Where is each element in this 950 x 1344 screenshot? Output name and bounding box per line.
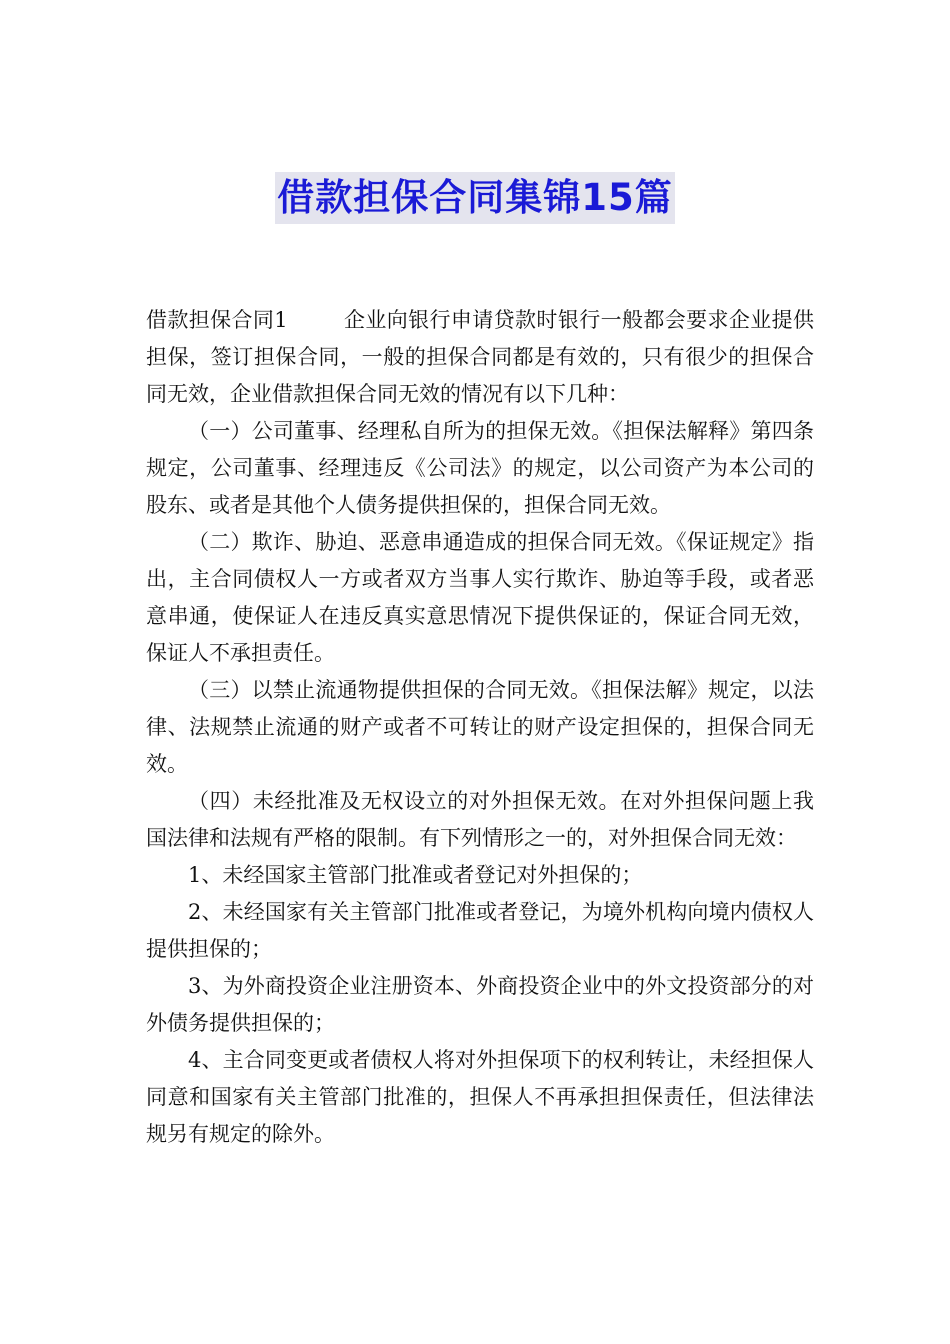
intro-text: 企业向银行申请贷款时银行一般都会要求企业提供担保，签订担保合同，一般的担保合同都是有效的，只有很少的担保合同无效，企业借款担保合同无效的情况有以下几种： [146, 308, 814, 406]
document-title: 借款担保合同集锦15篇 [275, 172, 675, 224]
list-item-3: 3、为外商投资企业注册资本、外商投资企业中的外文投资部分的对外债务提供担保的； [146, 974, 814, 1035]
paragraph-3: （三）以禁止流通物提供担保的合同无效。《担保法解》规定，以法律、法规禁止流通的财产或者不可转让的财产设定担保的，担保合同无效。 [146, 678, 814, 776]
document-body [146, 302, 814, 1153]
intro-paragraph [146, 302, 814, 413]
list-item-1: 1、未经国家主管部门批准或者登记对外担保的； [188, 863, 643, 887]
title-container [0, 172, 950, 224]
list-item-4: 4、主合同变更或者债权人将对外担保项下的权利转让，未经担保人同意和国家有关主管部门批准的，担保人不再承担担保责任，但法律法规另有规定的除外。 [146, 1048, 814, 1146]
list-item-2: 2、未经国家有关主管部门批准或者登记，为境外机构向境内债权人提供担保的； [146, 900, 814, 961]
paragraph-1: （一）公司董事、经理私自所为的担保无效。《担保法解释》第四条规定，公司董事、经理违反《公司法》的规定，以公司资产为本公司的股东、或者是其他个人债务提供担保的，担保合同无效。 [146, 419, 814, 517]
intro-heading: 借款担保合同1 [146, 308, 288, 332]
paragraph-2: （二）欺诈、胁迫、恶意串通造成的担保合同无效。《保证规定》指出，主合同债权人一方或者双方当事人实行欺诈、胁迫等手段，或者恶意串通，使保证人在违反真实意思情况下提供保证的，保证合同无效，保证人不承担责任。 [146, 530, 814, 665]
paragraph-4: （四）未经批准及无权设立的对外担保无效。在对外担保问题上我国法律和法规有严格的限制。有下列情形之一的，对外担保合同无效： [146, 789, 814, 850]
